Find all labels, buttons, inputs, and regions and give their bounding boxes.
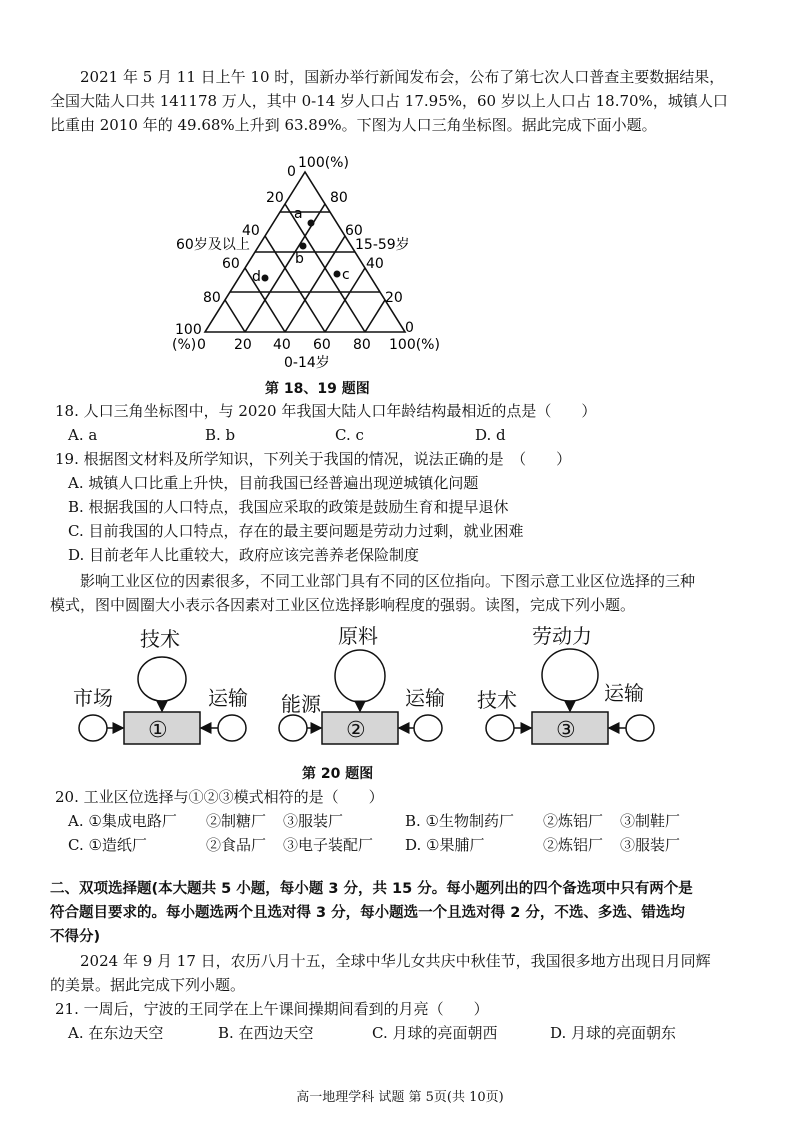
point-a bbox=[308, 220, 315, 227]
moon-intro-line-2: 的美景。据此完成下列小题。 bbox=[50, 976, 246, 994]
bottom-axis-title: 0-14岁 bbox=[284, 355, 330, 371]
model-1-right-circle bbox=[218, 715, 246, 741]
model-2-top-label: 原料 bbox=[338, 624, 378, 648]
model-1-top-label: 技术 bbox=[140, 627, 180, 651]
q21-stem: 21. 一周后，宁波的王同学在上午课间操期间看到的月亮（ ） bbox=[55, 1000, 489, 1018]
bottom-tick-20: 20 bbox=[234, 337, 252, 353]
q20-a-1: A. ①集成电路厂 bbox=[68, 812, 177, 830]
bottom-right-label: 100(%) bbox=[389, 337, 440, 353]
right-tick-80: 80 bbox=[330, 190, 348, 206]
left-axis-title: 60岁及以上 bbox=[176, 237, 250, 253]
left-tick-20: 20 bbox=[266, 190, 284, 206]
q21-option-d[interactable]: D. 月球的亮面朝东 bbox=[550, 1024, 677, 1042]
point-b bbox=[300, 243, 307, 250]
section2-line-2: 符合题目要求的。每小题选两个且选对得 3 分，每小题选一个且选对得 2 分，不选、多选、错选均 bbox=[50, 905, 685, 921]
q20-d-2: ②炼铝厂 bbox=[543, 836, 604, 854]
right-tick-60: 60 bbox=[345, 223, 363, 239]
q19-option-a[interactable]: A. 城镇人口比重上升快，目前我国已经普遍出现逆城镇化问题 bbox=[68, 474, 479, 492]
q20-b-3: ③制鞋厂 bbox=[620, 812, 681, 830]
model-1-right-label: 运输 bbox=[208, 686, 248, 710]
q19-option-d[interactable]: D. 目前老年人比重较大，政府应该完善养老保险制度 bbox=[68, 546, 420, 564]
model-3-top-circle bbox=[542, 649, 598, 701]
q20-a-2: ②制糖厂 bbox=[206, 812, 267, 830]
left-tick-60: 60 bbox=[222, 256, 240, 272]
industry-intro-line-1: 影响工业区位的因素很多，不同工业部门具有不同的区位指向。下图示意工业区位选择的三种 bbox=[80, 572, 696, 590]
q20-d-1: D. ①果脯厂 bbox=[405, 836, 485, 854]
q20-option-d[interactable] bbox=[405, 834, 680, 856]
model-3-left-circle bbox=[486, 715, 514, 741]
industry-location-diagram bbox=[60, 615, 740, 765]
q21-option-c[interactable]: C. 月球的亮面朝西 bbox=[372, 1024, 498, 1042]
fig20-caption: 第 20 题图 bbox=[302, 766, 374, 782]
model-3-right-circle bbox=[626, 715, 654, 741]
q19-option-b[interactable]: B. 根据我国的人口特点，我国应采取的政策是鼓励生育和提早退休 bbox=[68, 498, 509, 516]
model-2-left-label: 能源 bbox=[281, 692, 321, 716]
bottom-left-pct: (%) bbox=[172, 337, 197, 353]
q18-option-b[interactable]: B. b bbox=[205, 426, 236, 444]
population-triangle-chart bbox=[160, 150, 460, 375]
bottom-tick-60: 60 bbox=[313, 337, 331, 353]
triangle-caption: 第 18、19 题图 bbox=[265, 381, 370, 397]
q19-option-c[interactable]: C. 目前我国的人口特点，存在的最主要问题是劳动力过剩，就业困难 bbox=[68, 522, 524, 540]
model-2-center: ② bbox=[346, 718, 366, 743]
bottom-tick-40: 40 bbox=[273, 337, 291, 353]
top-zero: 0 bbox=[287, 164, 296, 180]
q20-b-1: B. ①生物制药厂 bbox=[405, 812, 515, 830]
q20-d-3: ③服装厂 bbox=[620, 836, 681, 854]
bottom-tick-0: 0 bbox=[197, 337, 206, 353]
bottom-left-100: 100 bbox=[175, 322, 202, 338]
q21-option-a[interactable]: A. 在东边天空 bbox=[68, 1024, 164, 1042]
point-d bbox=[262, 275, 269, 282]
model-2-top-circle bbox=[335, 650, 385, 702]
q20-c-3: ③电子装配厂 bbox=[283, 836, 374, 854]
intro-line-3: 比重由 2010 年的 49.68%上升到 63.89%。下图为人口三角坐标图。据此完成下面小题。 bbox=[50, 116, 657, 134]
model-3-right-label: 运输 bbox=[604, 681, 644, 705]
point-d-label: d bbox=[252, 269, 261, 285]
point-c bbox=[334, 271, 341, 278]
model-3-top-label: 劳动力 bbox=[532, 624, 592, 648]
right-zero: 0 bbox=[405, 320, 414, 336]
bottom-tick-80: 80 bbox=[353, 337, 371, 353]
moon-intro-line-1: 2024 年 9 月 17 日，农历八月十五，全球中华儿女共庆中秋佳节，我国很多地方出现日月同辉 bbox=[80, 952, 711, 970]
top-label: 100(%) bbox=[298, 155, 349, 171]
right-tick-40: 40 bbox=[366, 256, 384, 272]
q21-option-b[interactable]: B. 在西边天空 bbox=[218, 1024, 314, 1042]
point-b-label: b bbox=[295, 251, 304, 267]
point-a-label: a bbox=[294, 206, 303, 222]
model-2-left-circle bbox=[279, 715, 307, 741]
left-tick-40: 40 bbox=[242, 223, 260, 239]
model-2-right-circle bbox=[414, 715, 442, 741]
q20-option-c[interactable] bbox=[68, 834, 373, 856]
intro-line-1: 2021 年 5 月 11 日上午 10 时，国新办举行新闻发布会，公布了第七次人口普查主要数据结果， bbox=[80, 68, 725, 86]
q20-a-3: ③服装厂 bbox=[283, 812, 344, 830]
point-c-label: c bbox=[342, 267, 350, 283]
model-2-right-label: 运输 bbox=[405, 686, 445, 710]
q18-stem: 18. 人口三角坐标图中，与 2020 年我国大陆人口年龄结构最相近的点是（ ） bbox=[55, 402, 597, 420]
q20-option-a[interactable] bbox=[68, 810, 343, 832]
model-3-left-label: 技术 bbox=[477, 688, 517, 712]
q20-b-2: ②炼铝厂 bbox=[543, 812, 604, 830]
q20-stem: 20. 工业区位选择与①②③模式相符的是（ ） bbox=[55, 788, 384, 806]
model-1-left-circle bbox=[79, 715, 107, 741]
model-3-center: ③ bbox=[556, 718, 576, 743]
q18-option-a[interactable]: A. a bbox=[68, 426, 98, 444]
section2-line-1: 二、双项选择题(本大题共 5 小题，每小题 3 分，共 15 分。每小题列出的四个备选项中只有两个是 bbox=[50, 881, 693, 897]
q20-c-2: ②食品厂 bbox=[206, 836, 267, 854]
model-1-center: ① bbox=[148, 718, 168, 743]
section2-line-3: 不得分) bbox=[50, 929, 101, 945]
q18-option-c[interactable]: C. c bbox=[335, 426, 364, 444]
industry-intro-line-2: 模式，图中圆圈大小表示各因素对工业区位选择影响程度的强弱。读图，完成下列小题。 bbox=[50, 596, 636, 614]
model-1-top-circle bbox=[138, 657, 186, 701]
right-axis-title: 15-59岁 bbox=[355, 237, 410, 253]
q19-stem: 19. 根据图文材料及所学知识，下列关于我国的情况，说法正确的是 （ ） bbox=[55, 450, 572, 468]
model-1-left-label: 市场 bbox=[73, 686, 113, 710]
q20-option-b[interactable] bbox=[405, 810, 680, 832]
left-tick-80: 80 bbox=[203, 290, 221, 306]
page-footer: 高一地理学科 试题 第 5页(共 10页) bbox=[296, 1090, 504, 1105]
q20-c-1: C. ①造纸厂 bbox=[68, 836, 147, 854]
intro-line-2: 全国大陆人口共 141178 万人，其中 0-14 岁人口占 17.95%，60 岁以上人口占 18.70%，城镇人口 bbox=[50, 92, 728, 110]
right-tick-20: 20 bbox=[385, 290, 403, 306]
q18-option-d[interactable]: D. d bbox=[475, 426, 506, 444]
